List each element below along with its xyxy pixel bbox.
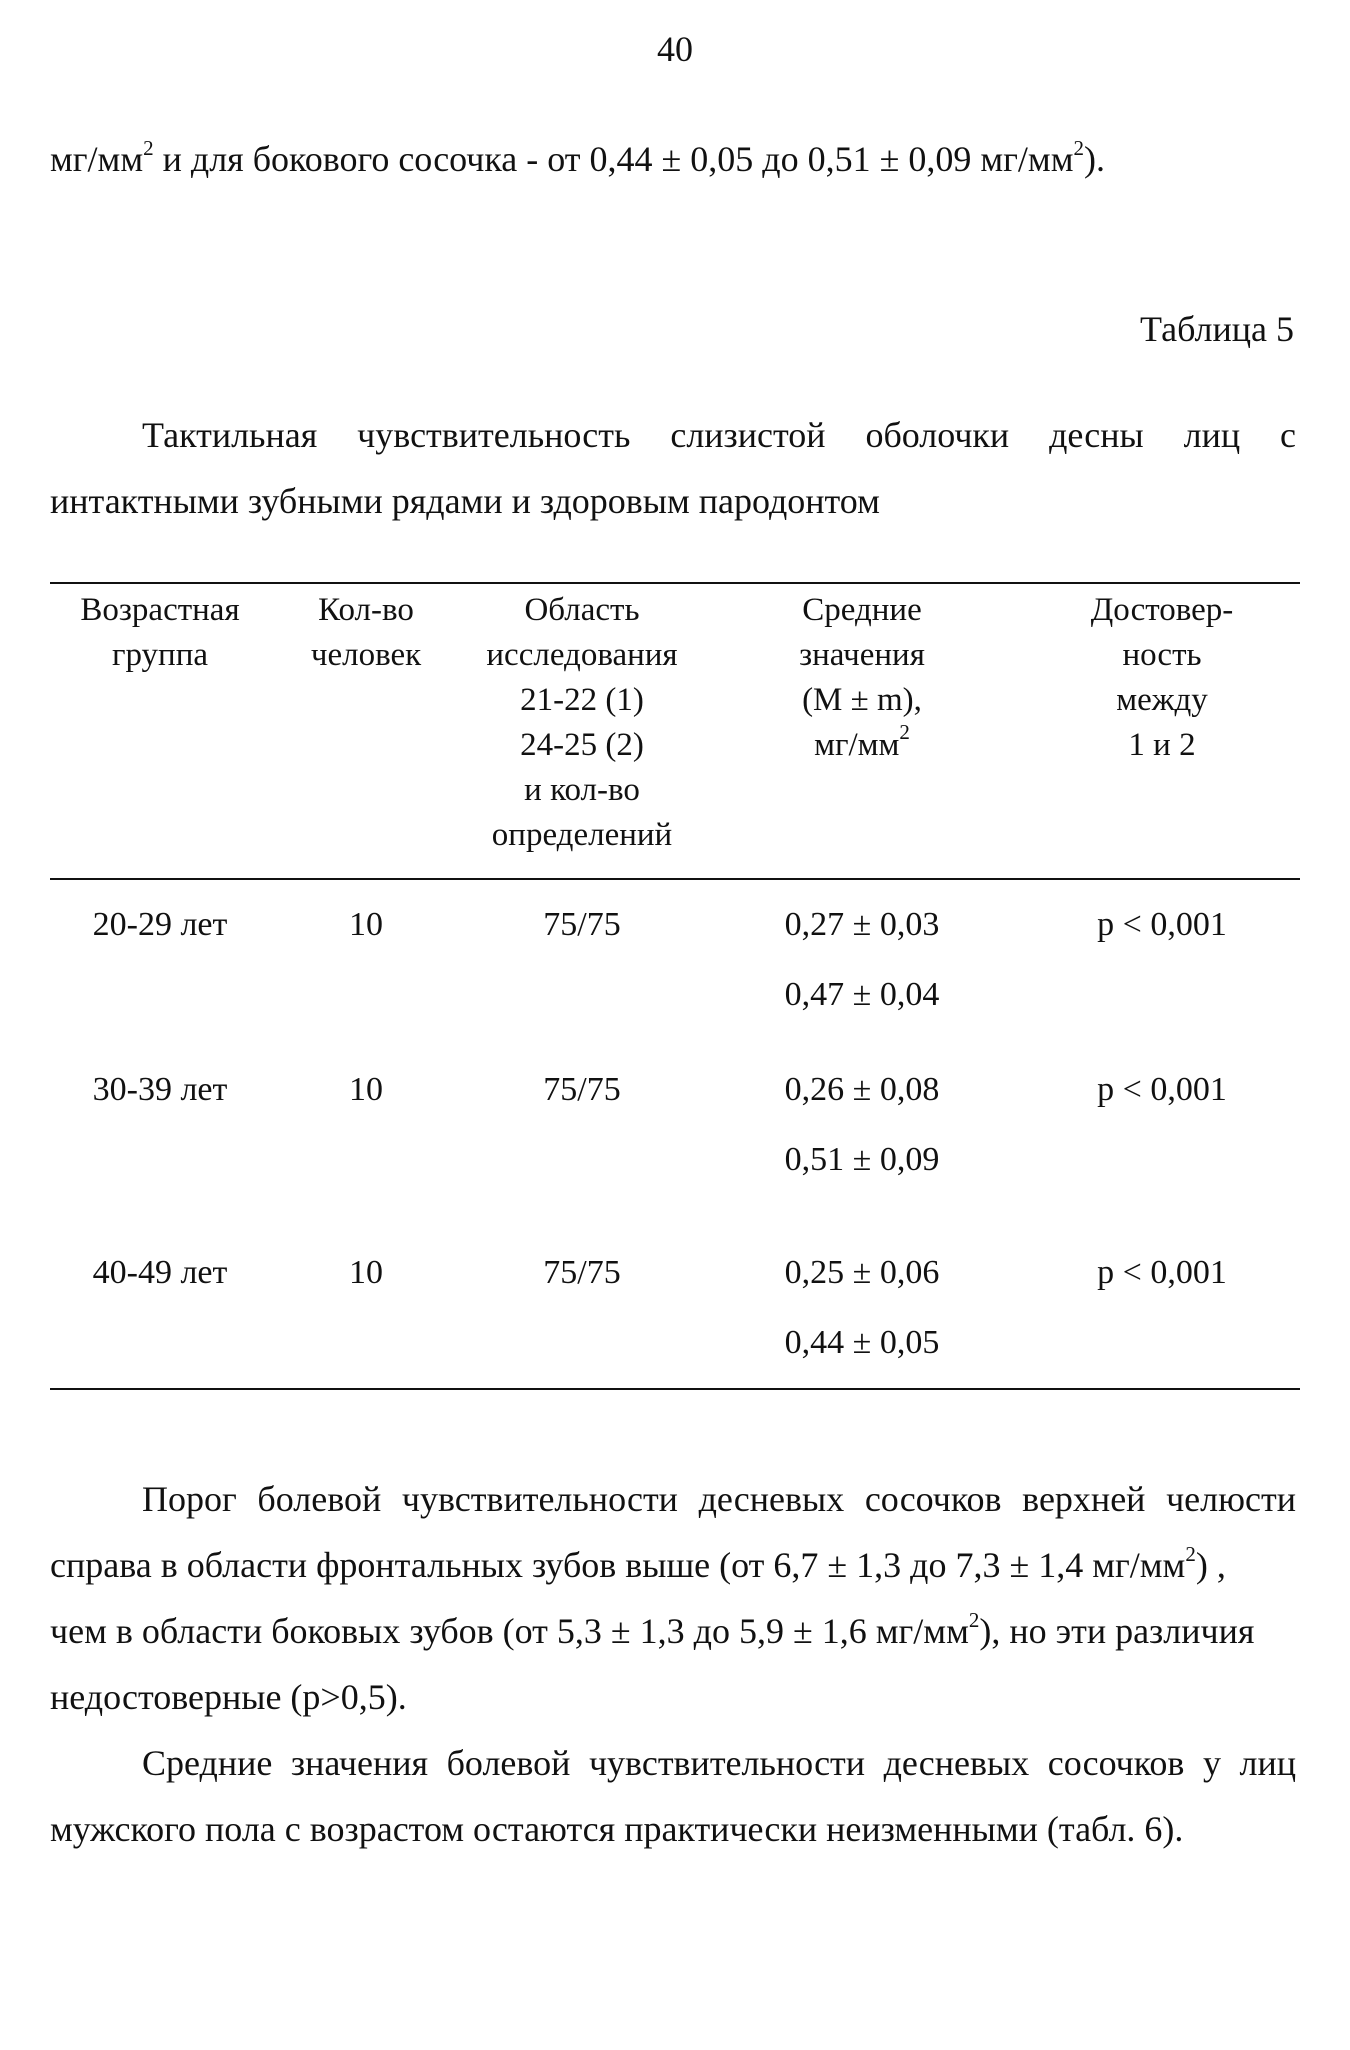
header-count-line: человек <box>310 637 422 673</box>
paragraph-pain-threshold <box>50 1466 1296 1730</box>
carry-text-3: ). <box>1083 139 1105 179</box>
cell-count: 10 <box>349 906 383 943</box>
header-area <box>462 588 702 858</box>
carry-text-1: мг/мм <box>50 139 144 179</box>
header-significance <box>1042 588 1282 768</box>
header-age-group <box>50 588 270 678</box>
paragraph-text: чем в области боковых зубов (от 5,3 ± 1,3 до 5,9 ± 1,6 мг/мм <box>50 1611 969 1651</box>
carry-superscript-2: 2 <box>1073 136 1084 160</box>
page-number: 40 <box>657 29 693 69</box>
cell-mean <box>732 890 992 1030</box>
header-mean-line: значения <box>799 637 925 673</box>
cell-mean-1: 0,27 ± 0,03 <box>784 906 940 943</box>
header-significance-line: Достовер- <box>1090 592 1234 628</box>
cell-mean-1: 0,25 ± 0,06 <box>784 1254 940 1291</box>
paragraph-mean-values <box>50 1730 1296 1862</box>
paragraph-line: Средние значения болевой чувствительности десневых сосочков у лиц <box>142 1743 1296 1783</box>
cell-significance: p < 0,001 <box>1097 1071 1227 1108</box>
cell-count: 10 <box>349 1254 383 1291</box>
table-bottom-rule <box>50 1388 1300 1390</box>
header-significance-line: 1 и 2 <box>1128 727 1196 763</box>
cell-area: 75/75 <box>543 1254 621 1291</box>
table-label: Таблица 5 <box>1140 309 1294 349</box>
paragraph-line: Порог болевой чувствительности десневых сосочков верхней челюсти <box>142 1479 1296 1519</box>
cell-mean-2: 0,47 ± 0,04 <box>784 976 940 1013</box>
paragraph-line: мужского пола с возрастом остаются практически неизменными (табл. 6). <box>50 1809 1184 1849</box>
header-age-line: группа <box>111 637 209 673</box>
paragraph-superscript: 2 <box>1185 1542 1196 1566</box>
carry-superscript-1: 2 <box>143 136 154 160</box>
cell-area: 75/75 <box>543 906 621 943</box>
header-age-line: Возрастная <box>80 592 240 628</box>
caption-line-1: Тактильная чувствительность слизистой оболочки десны лиц с <box>142 415 1296 455</box>
cell-mean <box>732 1055 992 1195</box>
paragraph-superscript: 2 <box>968 1608 980 1632</box>
carry-over-line <box>50 138 1105 180</box>
cell-age: 40-49 лет <box>92 1254 228 1291</box>
carry-text-2: и для бокового сосочка - от 0,44 ± 0,05 до 0,51 ± 0,09 мг/мм <box>153 139 1074 179</box>
cell-mean-2: 0,44 ± 0,05 <box>784 1324 940 1361</box>
header-area-line: 21-22 (1) <box>520 682 644 718</box>
cell-age: 20-29 лет <box>92 906 228 943</box>
header-count-line: Кол-во <box>318 592 414 628</box>
paragraph-line: недостоверные (p>0,5). <box>50 1677 407 1717</box>
header-count <box>270 588 462 678</box>
paragraph-text: ), но эти различия <box>979 1611 1255 1651</box>
cell-age: 30-39 лет <box>92 1071 228 1108</box>
header-significance-line: между <box>1116 682 1208 718</box>
header-area-line: Область <box>524 592 640 628</box>
header-significance-line: ность <box>1122 637 1202 673</box>
header-mean-values <box>732 588 992 768</box>
header-mean-unit: мг/мм <box>814 727 900 763</box>
header-area-line: 24-25 (2) <box>520 727 644 763</box>
table-top-rule <box>50 582 1300 584</box>
table-caption <box>50 402 1296 534</box>
paragraph-text: ) , <box>1195 1545 1226 1585</box>
header-area-line: исследования <box>486 637 678 673</box>
table-header-rule <box>50 878 1300 880</box>
cell-mean-2: 0,51 ± 0,09 <box>784 1141 940 1178</box>
header-mean-superscript: 2 <box>899 720 910 744</box>
paragraph-text: справа в области фронтальных зубов выше (от 6,7 ± 1,3 до 7,3 ± 1,4 мг/мм <box>50 1545 1186 1585</box>
cell-mean <box>732 1238 992 1378</box>
header-area-line: и кол-во <box>524 772 640 808</box>
cell-mean-1: 0,26 ± 0,08 <box>784 1071 940 1108</box>
header-mean-line: (M ± m), <box>802 682 922 718</box>
cell-significance: p < 0,001 <box>1097 1254 1227 1291</box>
paragraph-line <box>50 1532 1296 1598</box>
caption-line-2: интактными зубными рядами и здоровым пародонтом <box>50 481 880 521</box>
cell-significance: p < 0,001 <box>1097 906 1227 943</box>
cell-area: 75/75 <box>543 1071 621 1108</box>
cell-count: 10 <box>349 1071 383 1108</box>
header-mean-line <box>732 720 992 768</box>
paragraph-line <box>50 1598 1296 1664</box>
header-area-line: определений <box>491 817 673 853</box>
header-mean-line: Средние <box>802 592 922 628</box>
